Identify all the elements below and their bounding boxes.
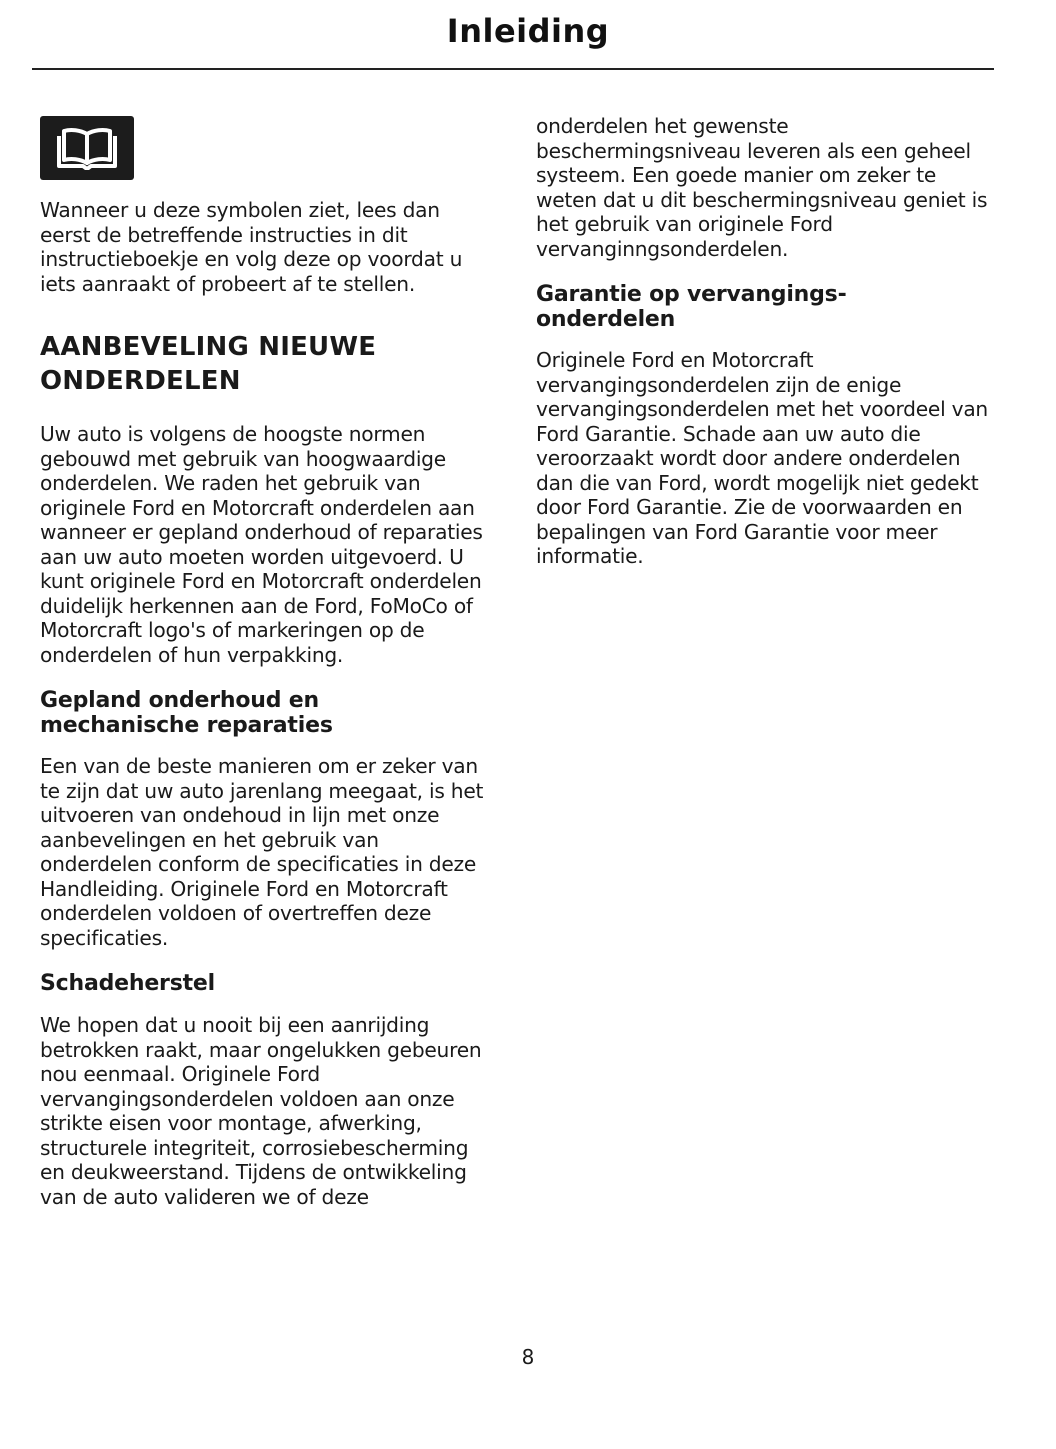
page-title: Inleiding xyxy=(446,12,610,50)
subheading-garantie-line1: Garantie op vervangings- xyxy=(536,282,847,307)
body-paragraph-schadeherstel: We hopen dat u nooit bij een aanrijding betrokken raakt, maar ongelukken gebeuren nou eenmaal. Originele Ford vervangingsonderdelen voldoen aan onze strikte eisen voor montage, afwerking, structurele integriteit, corrosiebescherming en deukweerstand. Tijdens de ontwikkeling van de auto valideren we of deze xyxy=(40,1013,482,1209)
subheading-garantie-line2: onderdelen xyxy=(536,307,676,332)
left-column xyxy=(40,116,492,1209)
body-paragraph-garantie: Originele Ford en Motorcraft vervangingsonderdelen zijn de enige vervangingsonderdelen met het voordeel van Ford Garantie. Schade aan uw auto die veroorzaakt wordt door andere onderdelen dan die van Ford, wordt mogelijk niet gedekt door Ford Garantie. Zie de voorwaarden en bepalingen van Ford Garantie voor meer informatie. xyxy=(536,348,988,568)
subheading-schadeherstel: Schadeherstel xyxy=(40,971,215,996)
section-heading-line1: AANBEVELING NIEUWE xyxy=(40,332,377,362)
body-paragraph-onderhoud: Een van de beste manieren om er zeker van te zijn dat uw auto jarenlang meegaat, is het uitvoeren van ondehoud in lijn met onze aanbevelingen en het gebruik van onderdelen conform de specificaties in deze Handleiding. Originele Ford en Motorcraft onderdelen voldoen of overtreffen deze specificaties. xyxy=(40,754,484,950)
section-heading xyxy=(40,330,492,398)
open-book-icon xyxy=(56,126,118,170)
page-number: 8 xyxy=(521,1345,535,1369)
intro-paragraph: Wanneer u deze symbolen ziet, lees dan eerst de betreffende instructies in dit instructieboekje en volg deze op voordat u iets aanraakt of probeert af te stellen. xyxy=(40,198,463,296)
right-column xyxy=(536,114,991,569)
body-paragraph-onderdelen: Uw auto is volgens de hoogste normen gebouwd met gebruik van hoogwaardige onderdelen. We raden het gebruik van originele Ford en Motorcraft onderdelen aan wanneer er gepland onderhoud of reparaties aan uw auto moeten worden uitgevoerd. U kunt originele Ford en Motorcraft onderdelen duidelijk herkennen aan de Ford, FoMoCo of Motorcraft logo's of markeringen op de onderdelen of hun verpakking. xyxy=(40,422,483,667)
subheading-line2: mechanische reparaties xyxy=(40,713,333,738)
body-paragraph-continued: onderdelen het gewenste beschermingsniveau leveren als een geheel systeem. Een goede manier om zeker te weten dat u dit beschermingsniveau geniet is het gebruik van originele Ford vervanginngsonderdelen. xyxy=(536,114,988,261)
subheading-line1: Gepland onderhoud en xyxy=(40,688,319,713)
book-icon xyxy=(40,116,134,180)
header-divider xyxy=(32,68,994,70)
subheading-garantie xyxy=(536,282,991,332)
subheading-gepland-onderhoud xyxy=(40,688,492,738)
section-heading-line2: ONDERDELEN xyxy=(40,366,241,396)
